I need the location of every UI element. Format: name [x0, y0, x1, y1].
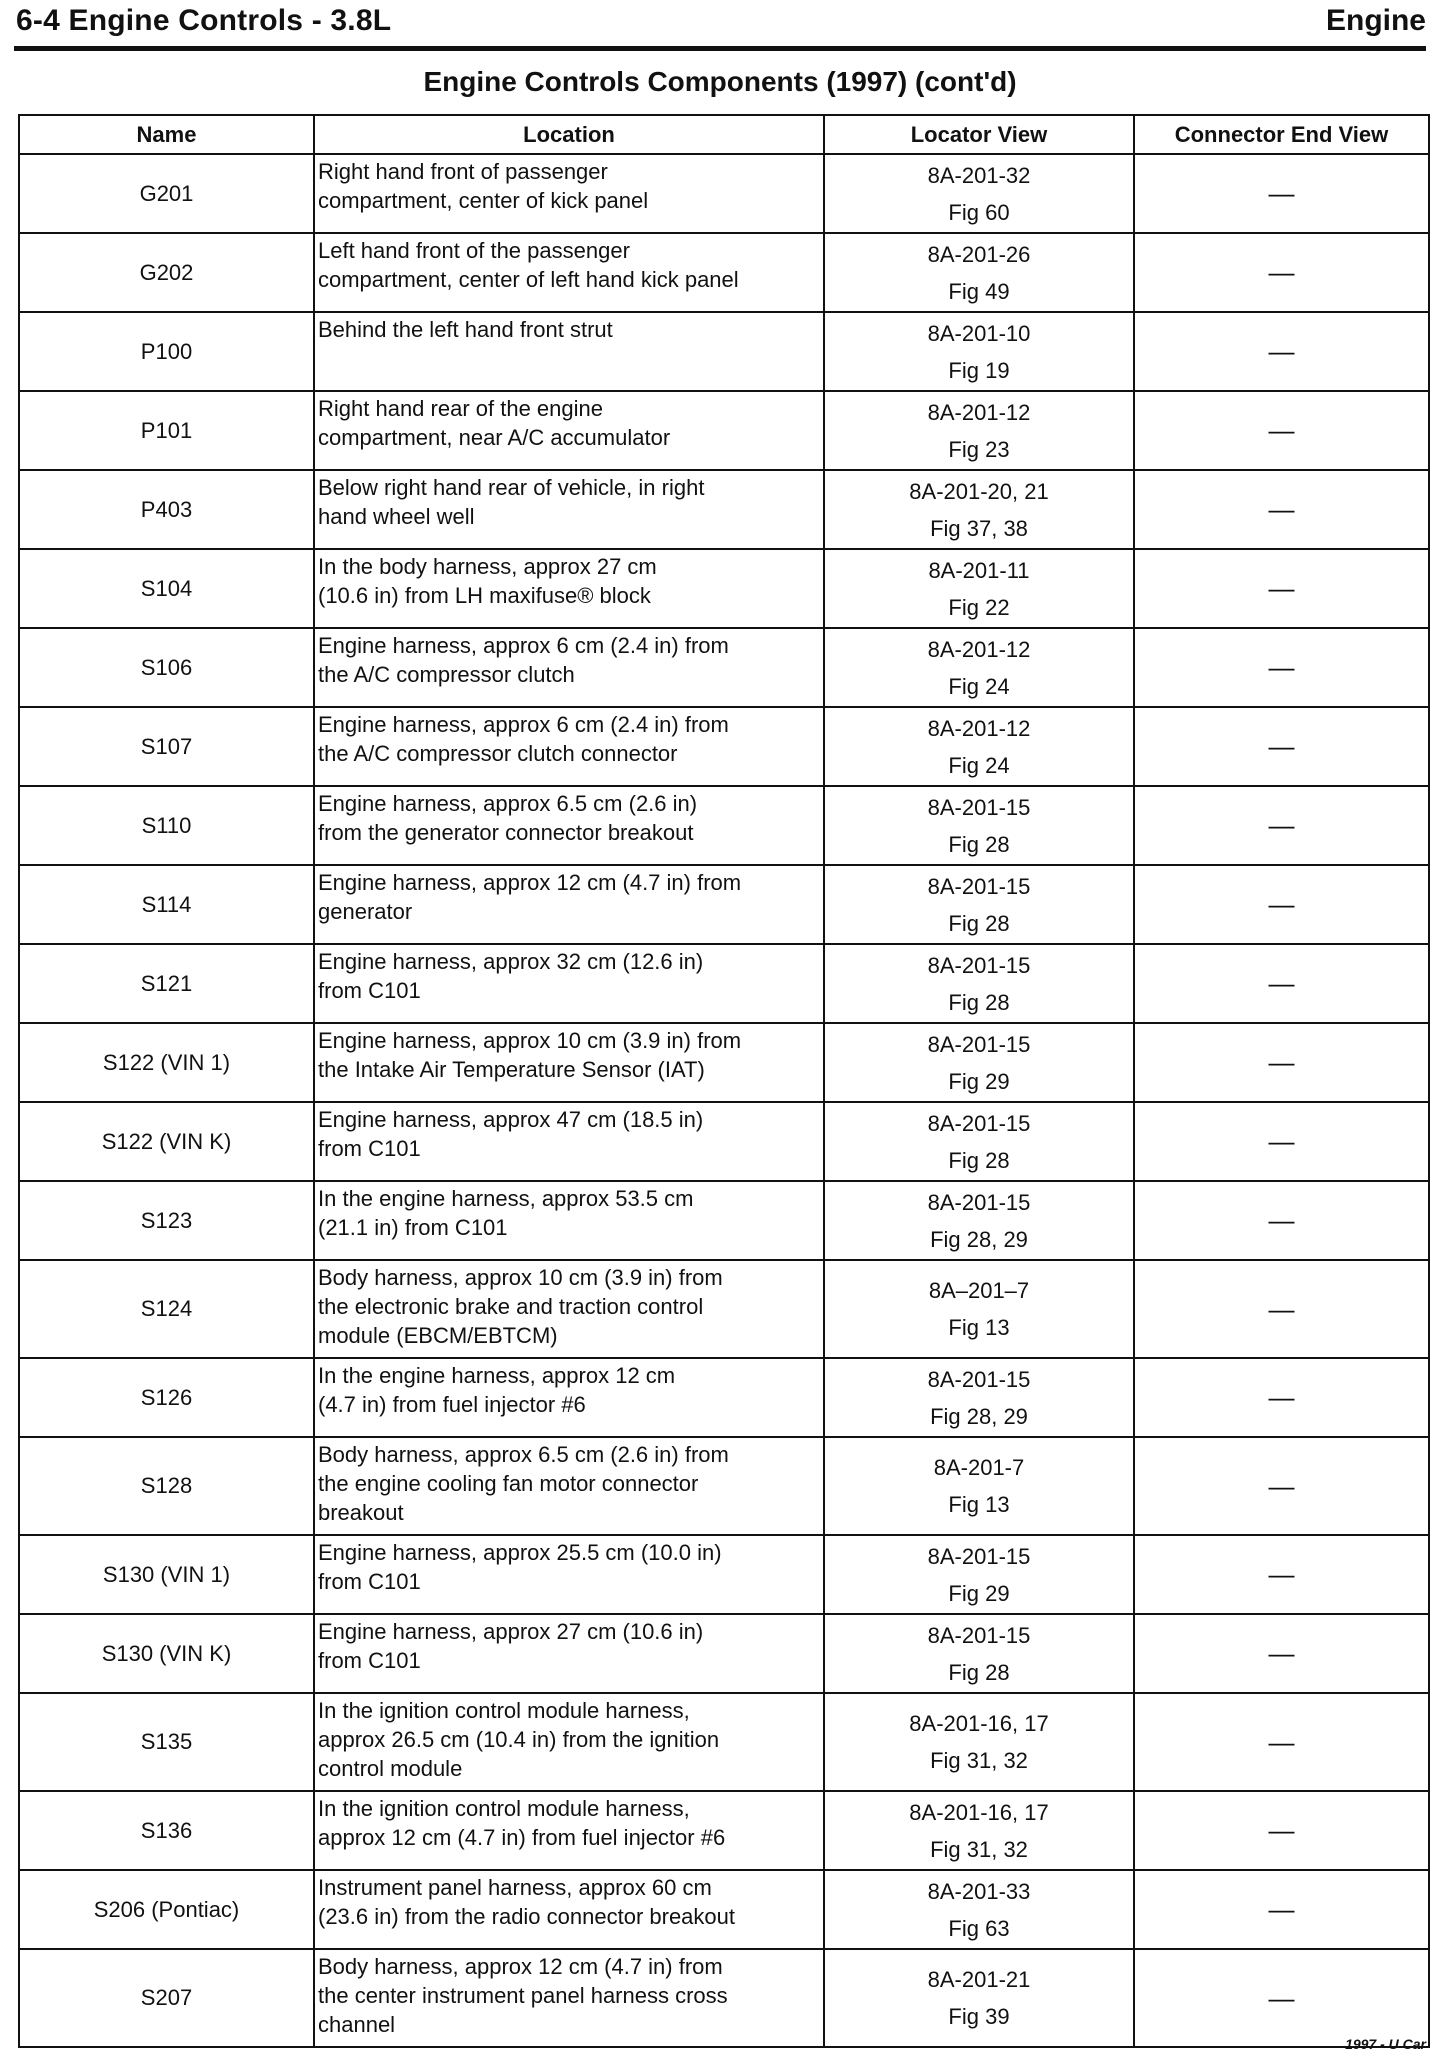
connector-end-view: — [1134, 312, 1429, 391]
location-line: (21.1 in) from C101 [318, 1215, 508, 1240]
table-row [19, 1614, 1429, 1693]
column-header-connector-end-view: Connector End View [1134, 115, 1429, 154]
locator-figure: Fig 60 [948, 199, 1010, 225]
locator-view [824, 233, 1134, 312]
locator-page: 8A-201-15 [927, 873, 1031, 899]
table-row [19, 470, 1429, 549]
location-line: from C101 [318, 978, 421, 1003]
locator-figure: Fig 28 [948, 831, 1010, 857]
locator-view [824, 312, 1134, 391]
component-name: S126 [19, 1358, 314, 1437]
table-row [19, 865, 1429, 944]
location-line: Engine harness, approx 6.5 cm (2.6 in) [318, 791, 698, 816]
locator-figure: Fig 24 [948, 752, 1010, 778]
locator-view [824, 1693, 1134, 1791]
component-name: S107 [19, 707, 314, 786]
component-name: G201 [19, 154, 314, 233]
location-line: (23.6 in) from the radio connector breakout [318, 1904, 736, 1929]
connector-end-view: — [1134, 1614, 1429, 1693]
connector-end-view: — [1134, 1358, 1429, 1437]
locator-page: 8A-201-12 [927, 715, 1031, 741]
connector-end-view: — [1134, 1693, 1429, 1791]
component-name: S106 [19, 628, 314, 707]
table-row [19, 154, 1429, 233]
location-line: In the engine harness, approx 12 cm [318, 1363, 676, 1388]
column-header-locator-view: Locator View [824, 115, 1134, 154]
connector-end-view: — [1134, 1791, 1429, 1870]
locator-page: 8A–201–7 [928, 1278, 1030, 1303]
locator-figure: Fig 13 [948, 1315, 1010, 1340]
location-line: Instrument panel harness, approx 60 cm [318, 1875, 712, 1900]
locator-page: 8A-201-15 [927, 794, 1031, 820]
table-header-row [19, 115, 1429, 154]
locator-view [824, 1949, 1134, 2047]
component-name: S130 (VIN K) [19, 1614, 314, 1693]
locator-figure: Fig 28 [948, 989, 1010, 1015]
locator-figure: Fig 28, 29 [930, 1403, 1028, 1429]
component-name: S206 (Pontiac) [19, 1870, 314, 1949]
locator-page: 8A-201-15 [927, 1366, 1031, 1392]
component-name: S110 [19, 786, 314, 865]
component-location [314, 1181, 824, 1260]
locator-figure: Fig 28, 29 [930, 1226, 1028, 1252]
location-line: Engine harness, approx 12 cm (4.7 in) from [318, 870, 742, 895]
locator-page: 8A-201-7 [933, 1455, 1025, 1480]
table-row [19, 1358, 1429, 1437]
component-location [314, 1949, 824, 2047]
locator-view [824, 707, 1134, 786]
locator-figure: Fig 29 [948, 1068, 1010, 1094]
locator-view [824, 1437, 1134, 1535]
locator-page: 8A-201-15 [927, 952, 1031, 978]
locator-figure: Fig 63 [948, 1915, 1010, 1941]
component-location [314, 1614, 824, 1693]
location-line: In the ignition control module harness, [318, 1796, 690, 1821]
location-line: Left hand front of the passenger [318, 238, 630, 263]
connector-end-view: — [1134, 1023, 1429, 1102]
connector-end-view: — [1134, 154, 1429, 233]
locator-figure: Fig 29 [948, 1580, 1010, 1606]
location-line: approx 12 cm (4.7 in) from fuel injector #6 [318, 1825, 726, 1850]
locator-page: 8A-201-12 [927, 399, 1031, 425]
components-table [18, 114, 1430, 2048]
locator-view [824, 470, 1134, 549]
locator-page: 8A-201-32 [927, 162, 1031, 188]
table-row [19, 786, 1429, 865]
table-row [19, 1102, 1429, 1181]
connector-end-view: — [1134, 1949, 1429, 2047]
connector-end-view: — [1134, 391, 1429, 470]
component-location [314, 865, 824, 944]
connector-end-view: — [1134, 1870, 1429, 1949]
locator-page: 8A-201-10 [927, 320, 1031, 346]
locator-figure: Fig 31, 32 [930, 1748, 1028, 1773]
connector-end-view: — [1134, 707, 1429, 786]
component-location [314, 944, 824, 1023]
location-line: the electronic brake and traction control [318, 1294, 704, 1319]
locator-page: 8A-201-33 [927, 1878, 1031, 1904]
location-line: from C101 [318, 1136, 421, 1161]
connector-end-view: — [1134, 865, 1429, 944]
locator-page: 8A-201-15 [927, 1110, 1031, 1136]
component-location [314, 233, 824, 312]
table-row [19, 1693, 1429, 1791]
component-location [314, 1693, 824, 1791]
component-location [314, 1791, 824, 1870]
component-location [314, 1023, 824, 1102]
component-location [314, 470, 824, 549]
column-header-location: Location [314, 115, 824, 154]
section-label: Engine [1325, 4, 1426, 37]
locator-page: 8A-201-21 [927, 1967, 1031, 1992]
table-row [19, 944, 1429, 1023]
location-line: (10.6 in) from LH maxifuse® block [318, 583, 651, 608]
locator-page: 8A-201-12 [927, 636, 1031, 662]
location-line: compartment, near A/C accumulator [318, 425, 671, 450]
location-line: from C101 [318, 1648, 421, 1673]
locator-figure: Fig 28 [948, 1659, 1010, 1685]
locator-view [824, 786, 1134, 865]
component-name: S114 [19, 865, 314, 944]
locator-figure: Fig 13 [948, 1492, 1010, 1517]
table-row [19, 233, 1429, 312]
location-line: channel [318, 2012, 396, 2037]
table-row [19, 1535, 1429, 1614]
connector-end-view: — [1134, 1102, 1429, 1181]
location-line: the A/C compressor clutch [318, 662, 575, 687]
component-name: G202 [19, 233, 314, 312]
component-name: S104 [19, 549, 314, 628]
header-rule [14, 46, 1426, 51]
location-line: from the generator connector breakout [318, 820, 694, 845]
table-row [19, 549, 1429, 628]
location-line: (4.7 in) from fuel injector #6 [318, 1392, 586, 1417]
locator-view [824, 1870, 1134, 1949]
table-row [19, 312, 1429, 391]
table-title: Engine Controls Components (1997) (cont'd) [423, 66, 1017, 97]
location-line: control module [318, 1756, 463, 1781]
locator-page: 8A-201-26 [927, 241, 1031, 267]
footer-note: 1997 - U Car [1345, 2036, 1426, 2052]
component-location [314, 1535, 824, 1614]
column-header-name: Name [19, 115, 314, 154]
locator-view [824, 1358, 1134, 1437]
locator-figure: Fig 31, 32 [930, 1836, 1028, 1862]
location-line: module (EBCM/EBTCM) [318, 1323, 558, 1348]
locator-page: 8A-201-15 [927, 1189, 1031, 1215]
locator-page: 8A-201-11 [928, 557, 1030, 583]
component-location [314, 312, 824, 391]
component-location [314, 1102, 824, 1181]
location-line: In the engine harness, approx 53.5 cm [318, 1186, 694, 1211]
location-line: Right hand front of passenger [318, 159, 608, 184]
table-row [19, 1260, 1429, 1358]
component-name: S122 (VIN 1) [19, 1023, 314, 1102]
location-line: Engine harness, approx 25.5 cm (10.0 in) [318, 1540, 722, 1565]
page-header [14, 4, 1426, 48]
component-name: S124 [19, 1260, 314, 1358]
component-location [314, 1870, 824, 1949]
connector-end-view: — [1134, 233, 1429, 312]
locator-figure: Fig 28 [948, 910, 1010, 936]
component-name: S128 [19, 1437, 314, 1535]
table-row [19, 391, 1429, 470]
location-line: Behind the left hand front strut [318, 317, 613, 342]
location-line: Engine harness, approx 32 cm (12.6 in) [318, 949, 704, 974]
locator-view [824, 1102, 1134, 1181]
component-name: P403 [19, 470, 314, 549]
component-location [314, 628, 824, 707]
table-row [19, 1791, 1429, 1870]
page-title: 6-4 Engine Controls - 3.8L [16, 4, 392, 37]
locator-view [824, 1791, 1134, 1870]
location-line: In the body harness, approx 27 cm [318, 554, 657, 579]
connector-end-view: — [1134, 944, 1429, 1023]
locator-view [824, 628, 1134, 707]
location-line: Engine harness, approx 27 cm (10.6 in) [318, 1619, 704, 1644]
table-row [19, 628, 1429, 707]
location-line: Right hand rear of the engine [318, 396, 603, 421]
locator-figure: Fig 37, 38 [930, 515, 1028, 541]
locator-figure: Fig 22 [948, 594, 1010, 620]
locator-view [824, 1260, 1134, 1358]
component-name: S207 [19, 1949, 314, 2047]
locator-view [824, 1614, 1134, 1693]
location-line: Engine harness, approx 10 cm (3.9 in) from [318, 1028, 742, 1053]
connector-end-view: — [1134, 1535, 1429, 1614]
connector-end-view: — [1134, 1260, 1429, 1358]
locator-figure: Fig 49 [948, 278, 1010, 304]
location-line: Engine harness, approx 6 cm (2.4 in) from [318, 633, 729, 658]
table-row [19, 1870, 1429, 1949]
table-body [19, 154, 1429, 2047]
locator-view [824, 865, 1134, 944]
location-line: Body harness, approx 6.5 cm (2.6 in) from [318, 1442, 729, 1467]
locator-page: 8A-201-15 [927, 1543, 1031, 1569]
component-location [314, 549, 824, 628]
locator-view [824, 154, 1134, 233]
connector-end-view: — [1134, 786, 1429, 865]
component-location [314, 1260, 824, 1358]
table-row [19, 707, 1429, 786]
connector-end-view: — [1134, 1181, 1429, 1260]
location-line: hand wheel well [318, 504, 475, 529]
locator-figure: Fig 39 [948, 2004, 1010, 2029]
locator-view [824, 549, 1134, 628]
component-location [314, 786, 824, 865]
table-row [19, 1949, 1429, 2047]
locator-figure: Fig 24 [948, 673, 1010, 699]
locator-page: 8A-201-20, 21 [909, 478, 1049, 504]
table-row [19, 1437, 1429, 1535]
locator-view [824, 1535, 1134, 1614]
locator-page: 8A-201-15 [927, 1622, 1031, 1648]
locator-page: 8A-201-15 [927, 1031, 1031, 1057]
location-line: approx 26.5 cm (10.4 in) from the ignition [318, 1727, 720, 1752]
location-line: breakout [318, 1500, 404, 1525]
locator-page: 8A-201-16, 17 [909, 1711, 1049, 1736]
component-name: S135 [19, 1693, 314, 1791]
connector-end-view: — [1134, 470, 1429, 549]
location-line: Engine harness, approx 47 cm (18.5 in) [318, 1107, 704, 1132]
location-line: Engine harness, approx 6 cm (2.4 in) from [318, 712, 729, 737]
component-location [314, 154, 824, 233]
location-line: Body harness, approx 10 cm (3.9 in) from [318, 1265, 723, 1290]
component-name: P101 [19, 391, 314, 470]
component-location [314, 391, 824, 470]
connector-end-view: — [1134, 549, 1429, 628]
component-name: S123 [19, 1181, 314, 1260]
connector-end-view: — [1134, 628, 1429, 707]
locator-figure: Fig 23 [948, 436, 1010, 462]
location-line: Below right hand rear of vehicle, in right [318, 475, 705, 500]
location-line: generator [318, 899, 413, 924]
component-location [314, 1437, 824, 1535]
component-location [314, 707, 824, 786]
component-name: S121 [19, 944, 314, 1023]
table-row [19, 1023, 1429, 1102]
component-name: S122 (VIN K) [19, 1102, 314, 1181]
location-line: the Intake Air Temperature Sensor (IAT) [318, 1057, 705, 1082]
location-line: from C101 [318, 1569, 421, 1594]
component-name: S136 [19, 1791, 314, 1870]
location-line: the engine cooling fan motor connector [318, 1471, 699, 1496]
locator-view [824, 391, 1134, 470]
table-row [19, 1181, 1429, 1260]
locator-page: 8A-201-16, 17 [909, 1799, 1049, 1825]
component-name: S130 (VIN 1) [19, 1535, 314, 1614]
locator-figure: Fig 19 [948, 357, 1010, 383]
locator-figure: Fig 28 [948, 1147, 1010, 1173]
location-line: In the ignition control module harness, [318, 1698, 690, 1723]
location-line: compartment, center of left hand kick panel [318, 267, 739, 292]
locator-view [824, 1023, 1134, 1102]
locator-view [824, 944, 1134, 1023]
location-line: the center instrument panel harness cross [318, 1983, 728, 2008]
location-line: compartment, center of kick panel [318, 188, 649, 213]
component-location [314, 1358, 824, 1437]
locator-view [824, 1181, 1134, 1260]
location-line: the A/C compressor clutch connector [318, 741, 678, 766]
location-line: Body harness, approx 12 cm (4.7 in) from [318, 1954, 723, 1979]
connector-end-view: — [1134, 1437, 1429, 1535]
component-name: P100 [19, 312, 314, 391]
